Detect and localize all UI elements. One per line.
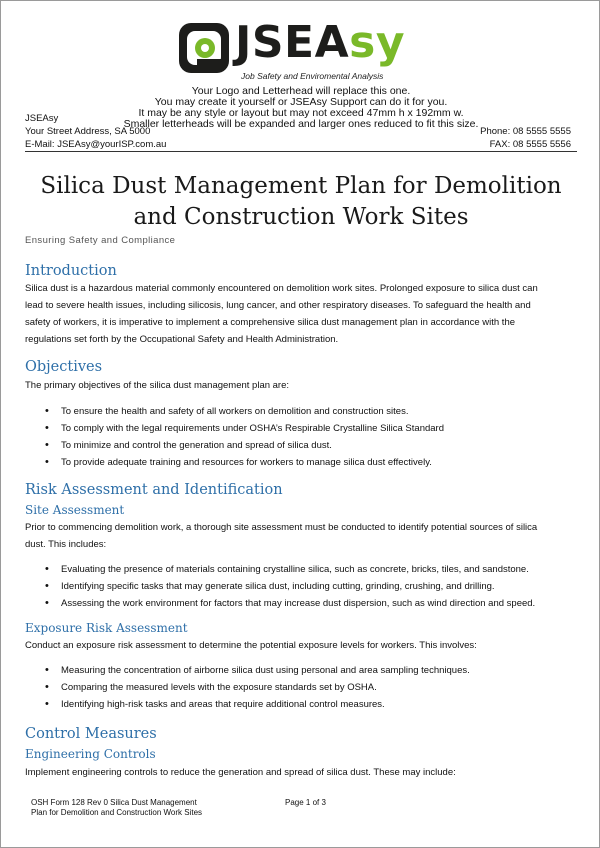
list-item: • To ensure the health and safety of all workers on demolition and construction sites. [45, 403, 585, 420]
company-phone: Phone: 08 5555 5555 [480, 126, 571, 137]
exposure-risk-list [45, 662, 585, 713]
list-item: • Identifying specific tasks that may generate silica dust, including cutting, grinding, crushing, and drilling. [45, 578, 585, 595]
site-assessment-paragraph: Prior to commencing demolition work, a thorough site assessment must be conducted to identify potential sources of silica dust. This includes: [25, 522, 538, 550]
objectives-lead: The primary objectives of the silica dust management plan are: [25, 380, 290, 391]
objectives-list [45, 403, 585, 471]
document-subtitle: Ensuring Safety and Compliance [25, 235, 176, 246]
list-item: • Evaluating the presence of materials containing crystalline silica, such as concrete, bricks, tiles, and sandstone. [45, 561, 585, 578]
footer-form-reference: OSH Form 128 Rev 0 Silica Dust Management Plan for Demolition and Construction Work Sites [31, 798, 203, 817]
section-heading-introduction: Introduction [25, 263, 117, 279]
letterhead-note: Smaller letterheads will be expanded and larger ones reduced to fit this size. [123, 118, 479, 130]
subheading-site-assessment: Site Assessment [25, 503, 125, 517]
company-email: E-Mail: JSEAsy@yourISP.com.au [25, 139, 167, 150]
section-heading-risk-assessment: Risk Assessment and Identification [25, 482, 283, 498]
list-item: • Identifying high-risk tasks and areas that require additional control measures. [45, 696, 585, 713]
letterhead-divider [25, 151, 577, 152]
letterhead-note: Your Logo and Letterhead will replace this one. [191, 85, 411, 97]
site-assessment-list [45, 561, 585, 612]
engineering-controls-lead: Implement engineering controls to reduce the generation and spread of silica dust. These may include: [25, 767, 456, 778]
document-title: Silica Dust Management Plan for Demolition and Construction Work Sites [40, 173, 562, 230]
list-item: • To comply with the legal requirements under OSHA’s Respirable Crystalline Silica Standard [45, 420, 585, 437]
letterhead-notes [1, 86, 600, 130]
logo-tagline: Job Safety and Enviromental Analysis [241, 71, 384, 81]
list-item: • Assessing the work environment for factors that may increase dust dispersion, such as wind direction and speed. [45, 595, 585, 612]
company-address: Your Street Address, SA 5000 [25, 126, 151, 137]
jseasy-logo-icon [179, 23, 229, 73]
company-fax: FAX: 08 5555 5556 [489, 139, 571, 150]
letterhead-note: It may be any style or layout but may not exceed 47mm h x 192mm w. [138, 107, 464, 119]
section-heading-objectives: Objectives [25, 359, 103, 375]
company-logo [179, 17, 419, 81]
subheading-engineering-controls: Engineering Controls [25, 747, 156, 761]
exposure-risk-lead: Conduct an exposure risk assessment to determine the potential exposure levels for workers. This involves: [25, 640, 477, 651]
list-item: • To minimize and control the generation and spread of silica dust. [45, 437, 585, 454]
footer-page-number: Page 1 of 3 [285, 798, 326, 807]
list-item: • Comparing the measured levels with the exposure standards set by OSHA. [45, 679, 585, 696]
subheading-exposure-risk: Exposure Risk Assessment [25, 621, 188, 635]
logo-wordmark: JSEAsy [235, 17, 406, 68]
list-item: • To provide adequate training and resources for workers to manage silica dust effectively. [45, 454, 585, 471]
introduction-paragraph: Silica dust is a hazardous material commonly encountered on demolition work sites. Prolonged exposure to silica dust can lead to severe health issues, including silicosis, lung cancer, and other respiratory diseases. To safeguard the health and safety of workers, it is imperative to implement a comprehensive silica dust management plan in accordance with the regulations set forth by the Occupational Safety and Health Administration. [25, 283, 538, 345]
list-item: • Measuring the concentration of airborne silica dust using personal and area sampling techniques. [45, 662, 585, 679]
section-heading-control-measures: Control Measures [25, 726, 157, 742]
company-name: JSEAsy [25, 113, 59, 124]
letterhead-note: You may create it yourself or JSEAsy Support can do it for you. [154, 96, 448, 108]
